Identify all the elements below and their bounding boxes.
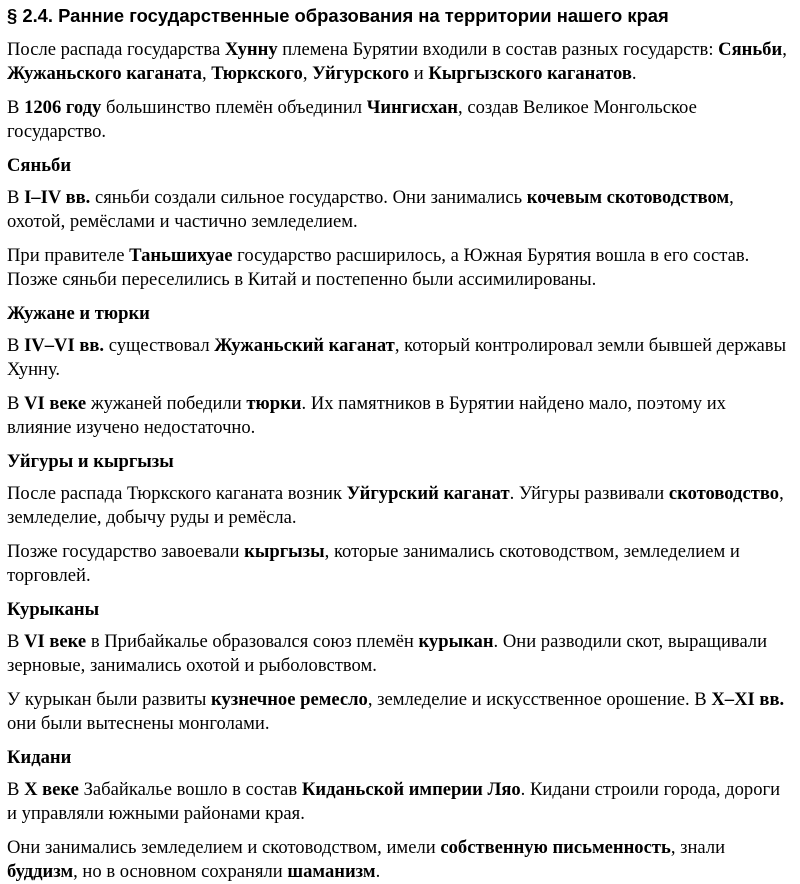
bold-term: X веке <box>24 779 79 800</box>
bold-term: I–IV вв. <box>24 187 91 208</box>
section <box>7 154 794 292</box>
bold-term: собственную письменность <box>440 837 671 858</box>
bold-term: Уйгурский каганат <box>346 483 510 504</box>
section-heading: Курыканы <box>7 599 100 620</box>
paragraph: Позже государство завоевали кыргызы, которые занимались скотоводством, земледелием и торговлей. <box>7 541 740 586</box>
bold-term: Кыргызского каганатов <box>428 63 632 84</box>
bold-term: X–XI вв. <box>711 689 785 710</box>
bold-term: VI веке <box>24 393 87 414</box>
bold-term: Сяньби <box>718 39 783 60</box>
bold-term: 1206 году <box>24 97 102 118</box>
paragraph: После распада государства Хунну племена Бурятии входили в состав разных государств: Сяньби, Жужаньского каганата, Тюркского, Уйгурского и Кыргызского каганатов. <box>7 39 787 84</box>
bold-term: Жужаньский каганат <box>214 335 395 356</box>
bold-term: кочевым скотоводством <box>526 187 730 208</box>
section-heading: Сяньби <box>7 155 72 176</box>
bold-term: тюрки <box>246 393 302 414</box>
intro <box>7 38 794 144</box>
bold-term: кыргызы <box>244 541 325 562</box>
section-heading: Уйгуры и кыргызы <box>7 451 174 472</box>
bold-term: Таньшихуае <box>129 245 233 266</box>
section <box>7 746 794 884</box>
bold-term: буддизм <box>7 861 74 882</box>
paragraph: В I–IV вв. сяньби создали сильное государство. Они занимались кочевым скотоводством, охотой, ремёслами и частично земледелием. <box>7 187 734 232</box>
bold-term: Тюркского <box>211 63 303 84</box>
paragraph: В 1206 году большинство племён объединил Чингисхан, создав Великое Монгольское государство. <box>7 97 697 142</box>
bold-term: кузнечное ремесло <box>211 689 368 710</box>
section <box>7 450 794 588</box>
bold-term: Чингисхан <box>366 97 459 118</box>
bold-term: курыкан <box>418 631 494 652</box>
paragraph: При правителе Таньшихуае государство расширилось, а Южная Бурятия вошла в его состав. Позже сяньби переселились в Китай и постепенно были ассимилированы. <box>7 245 750 290</box>
bold-term: шаманизм <box>287 861 376 882</box>
section <box>7 302 794 440</box>
bold-term: VI веке <box>24 631 87 652</box>
paragraph: После распада Тюркского каганата возник Уйгурский каганат. Уйгуры развивали скотоводство, земледелие, добычу руды и ремёсла. <box>7 483 784 528</box>
paragraph: В X веке Забайкалье вошло в состав Киданьской империи Ляо. Кидани строили города, дороги и управляли южными районами края. <box>7 779 781 824</box>
bold-term: скотоводство <box>668 483 780 504</box>
page-title: § 2.4. Ранние государственные образования на территории нашего края <box>7 5 669 26</box>
bold-term: Жужаньского каганата <box>7 63 202 84</box>
paragraph: В IV–VI вв. существовал Жужаньский каганат, который контролировал земли бывшей державы Хунну. <box>7 335 787 380</box>
section <box>7 598 794 736</box>
paragraph: В VI веке жужаней победили тюрки. Их памятников в Бурятии найдено мало, поэтому их влияние изучено недостаточно. <box>7 393 726 438</box>
bold-term: Уйгурского <box>312 63 410 84</box>
bold-term: Киданьской империи Ляо <box>301 779 521 800</box>
section-heading: Жужане и тюрки <box>7 303 150 324</box>
paragraph: В VI веке в Прибайкалье образовался союз племён курыкан. Они разводили скот, выращивали зерновые, занимались охотой и рыболовством. <box>7 631 768 676</box>
paragraph: У курыкан были развиты кузнечное ремесло, земледелие и искусственное орошение. В X–XI вв. они были вытеснены монголами. <box>7 689 785 734</box>
sections <box>7 154 794 884</box>
bold-term: IV–VI вв. <box>24 335 105 356</box>
paragraph: Они занимались земледелием и скотоводством, имели собственную письменность, знали буддизм, но в основном сохраняли шаманизм. <box>7 837 726 882</box>
section-heading: Кидани <box>7 747 72 768</box>
bold-term: Хунну <box>224 39 278 60</box>
